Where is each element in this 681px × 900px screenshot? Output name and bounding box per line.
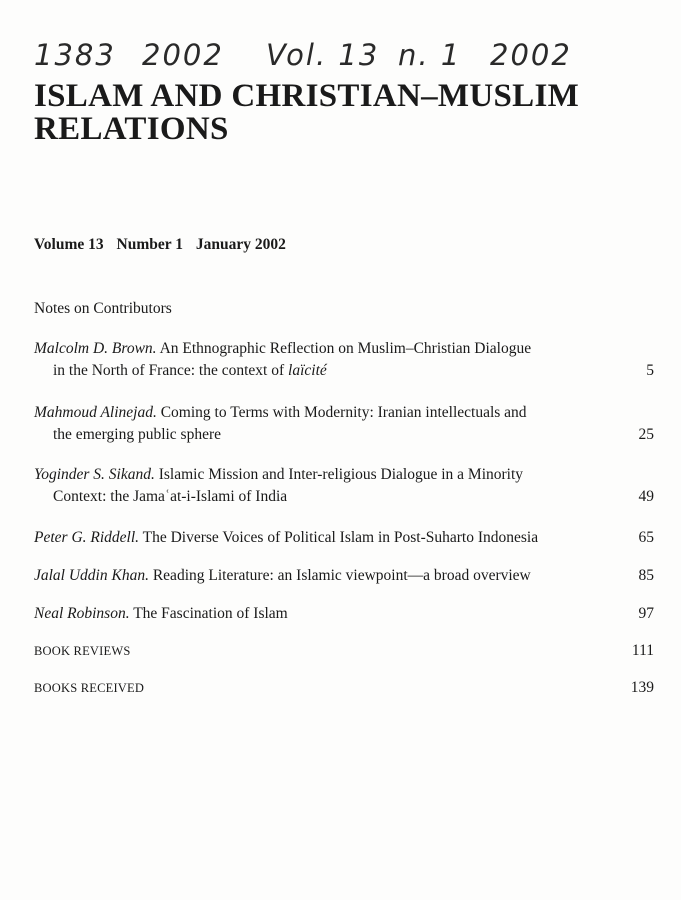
issue-info: [34, 236, 295, 254]
article-page-number: 49: [638, 488, 654, 505]
handwritten-part-4: n. 1: [398, 38, 462, 72]
article-title-italic: laïcité: [288, 362, 327, 379]
toc-article-4: [34, 527, 654, 549]
toc-book-reviews: [34, 640, 654, 662]
article-author: Malcolm D. Brown.: [34, 340, 157, 357]
toc-article-2: [34, 402, 654, 446]
toc-article-6: [34, 603, 654, 625]
article-author: Jalal Uddin Khan.: [34, 567, 149, 584]
book-reviews-page-number: 111: [631, 642, 654, 659]
article-title-line-2: the emerging public sphere: [53, 426, 222, 443]
article-title-line-1: Coming to Terms with Modernity: Iranian intellectuals and: [160, 404, 527, 421]
books-received-label: BOOKS RECEIVED: [34, 681, 145, 695]
article-title-line-1: An Ethnographic Reflection on Muslim–Christian Dialogue: [159, 340, 532, 357]
handwritten-part-5: 2002: [490, 38, 572, 72]
article-page-number: 5: [646, 362, 654, 379]
article-page-number: 97: [638, 605, 654, 622]
toc-books-received: [34, 677, 654, 699]
book-reviews-label: BOOK REVIEWS: [34, 644, 131, 658]
books-received-page-number: 139: [630, 679, 654, 696]
issue-date: January 2002: [195, 236, 286, 253]
article-author: Yoginder S. Sikand.: [34, 466, 155, 483]
handwritten-annotation: [34, 38, 634, 80]
journal-title-line-1: ISLAM AND CHRISTIAN–MUSLIM: [34, 78, 580, 114]
toc-article-3: [34, 464, 654, 508]
article-page-number: 25: [638, 426, 654, 443]
article-author: Peter G. Riddell.: [34, 529, 140, 546]
article-title-line-1: Islamic Mission and Inter-religious Dialogue in a Minority: [158, 466, 524, 483]
journal-title-line-2: RELATIONS: [34, 111, 229, 147]
toc-article-5: [34, 565, 654, 587]
issue-number: Number 1: [116, 236, 183, 253]
journal-title: [34, 80, 654, 146]
issue-volume: Volume 13: [34, 236, 104, 253]
handwritten-part-3: Vol. 13: [266, 38, 380, 72]
article-title-line-1: The Fascination of Islam: [133, 605, 288, 622]
article-page-number: 65: [638, 529, 654, 546]
article-title-line-1: Reading Literature: an Islamic viewpoint—a broad overview: [152, 567, 531, 584]
handwritten-part-1: 1383: [34, 38, 116, 72]
handwritten-part-2: 2002: [142, 38, 224, 72]
article-author: Mahmoud Alinejad.: [34, 404, 157, 421]
toc-article-1: [34, 338, 654, 382]
article-title-line-2: Context: the Jamaʿat-i-Islami of India: [53, 488, 288, 505]
toc-notes-on-contributors: [34, 298, 654, 320]
notes-label: Notes on Contributors: [34, 300, 172, 317]
article-title-line-1: The Diverse Voices of Political Islam in Post-Suharto Indonesia: [142, 529, 539, 546]
article-page-number: 85: [638, 567, 654, 584]
article-author: Neal Robinson.: [34, 605, 130, 622]
article-title-line-2: in the North of France: the context of: [53, 362, 289, 379]
